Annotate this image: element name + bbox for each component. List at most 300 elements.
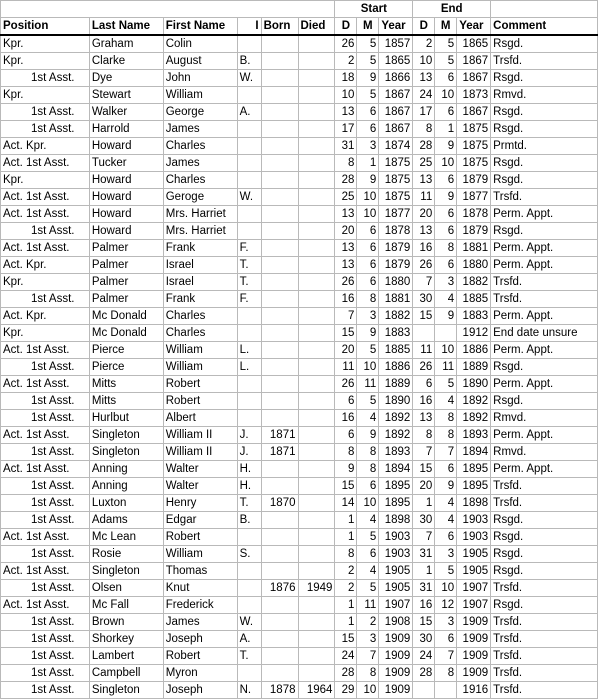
last-name-cell: Mc Donald xyxy=(89,325,163,342)
first-name-cell: Robert xyxy=(163,648,237,665)
initial-cell: A. xyxy=(237,104,261,121)
first-name-cell: Knut xyxy=(163,580,237,597)
comment-cell: Rsgd. xyxy=(491,172,598,189)
table-row xyxy=(1,342,598,359)
start-year-cell: 1857 xyxy=(379,35,413,53)
end-month-cell: 7 xyxy=(435,444,457,461)
position-cell: Act. 1st Asst. xyxy=(1,206,90,223)
died-cell xyxy=(298,478,335,495)
table-row xyxy=(1,563,598,580)
first-name-cell: Mrs. Harriet xyxy=(163,223,237,240)
first-name-cell: Charles xyxy=(163,138,237,155)
start-year-cell: 1903 xyxy=(379,529,413,546)
table-row xyxy=(1,121,598,138)
end-month-cell: 3 xyxy=(435,546,457,563)
start-day-cell: 28 xyxy=(335,665,357,682)
comment-cell: Trsfd. xyxy=(491,53,598,70)
died-cell xyxy=(298,291,335,308)
position-cell: Act. 1st Asst. xyxy=(1,189,90,206)
end-month-cell: 5 xyxy=(435,376,457,393)
initial-header: I xyxy=(237,18,261,36)
end-day-cell: 26 xyxy=(413,257,435,274)
comment-cell: Trsfd. xyxy=(491,614,598,631)
start-year-cell: 1875 xyxy=(379,172,413,189)
end-month-cell: 6 xyxy=(435,631,457,648)
last-name-cell: Campbell xyxy=(89,665,163,682)
start-day-cell: 13 xyxy=(335,206,357,223)
end-month-cell: 10 xyxy=(435,155,457,172)
table-body xyxy=(1,35,598,699)
start-year-cell: 1909 xyxy=(379,631,413,648)
born-cell xyxy=(261,614,298,631)
died-cell xyxy=(298,325,335,342)
start-year-cell: 1879 xyxy=(379,257,413,274)
position-header: Position xyxy=(1,18,90,36)
born-cell: 1871 xyxy=(261,427,298,444)
table-row xyxy=(1,104,598,121)
end-year-cell: 1909 xyxy=(457,665,491,682)
initial-cell xyxy=(237,35,261,53)
born-cell xyxy=(261,274,298,291)
comment-cell: Prmtd. xyxy=(491,138,598,155)
position-cell: Act. 1st Asst. xyxy=(1,597,90,614)
start-day-cell: 2 xyxy=(335,563,357,580)
start-day-cell: 2 xyxy=(335,53,357,70)
died-cell xyxy=(298,121,335,138)
comment-cell: Rsgd. xyxy=(491,104,598,121)
start-day-cell: 18 xyxy=(335,70,357,87)
group-header-blank xyxy=(1,1,335,18)
end-year-cell: 1905 xyxy=(457,546,491,563)
start-year-cell: 1908 xyxy=(379,614,413,631)
start-month-cell: 1 xyxy=(357,155,379,172)
start-day-cell: 13 xyxy=(335,104,357,121)
end-year-cell: 1873 xyxy=(457,87,491,104)
position-cell: Kpr. xyxy=(1,274,90,291)
table-row xyxy=(1,189,598,206)
first-name-cell: Robert xyxy=(163,393,237,410)
initial-cell xyxy=(237,393,261,410)
end-month-cell: 11 xyxy=(435,359,457,376)
table-row xyxy=(1,359,598,376)
start-day-cell: 28 xyxy=(335,172,357,189)
start-month-cell: 6 xyxy=(357,257,379,274)
last-name-cell: Anning xyxy=(89,478,163,495)
table-row xyxy=(1,325,598,342)
first-name-cell: Israel xyxy=(163,274,237,291)
died-cell xyxy=(298,665,335,682)
last-name-cell: Brown xyxy=(89,614,163,631)
end-day-cell: 24 xyxy=(413,648,435,665)
start-year-cell: 1867 xyxy=(379,87,413,104)
table-row xyxy=(1,393,598,410)
died-cell xyxy=(298,342,335,359)
start-month-cell: 11 xyxy=(357,376,379,393)
table-row xyxy=(1,427,598,444)
position-cell: 1st Asst. xyxy=(1,291,90,308)
died-cell xyxy=(298,189,335,206)
start-month-cell: 3 xyxy=(357,138,379,155)
table-row xyxy=(1,665,598,682)
died-header: Died xyxy=(298,18,335,36)
last-name-cell: Luxton xyxy=(89,495,163,512)
end-day-cell: 13 xyxy=(413,410,435,427)
start-day-cell: 29 xyxy=(335,682,357,699)
start-year-cell: 1898 xyxy=(379,512,413,529)
initial-cell: H. xyxy=(237,461,261,478)
first-name-cell: Robert xyxy=(163,376,237,393)
start-year-cell: 1874 xyxy=(379,138,413,155)
born-cell xyxy=(261,70,298,87)
end-day-cell: 25 xyxy=(413,155,435,172)
end-year-cell: 1912 xyxy=(457,325,491,342)
last-name-cell: Hurlbut xyxy=(89,410,163,427)
table-row xyxy=(1,478,598,495)
end-year-cell: 1881 xyxy=(457,240,491,257)
born-cell xyxy=(261,512,298,529)
position-cell: 1st Asst. xyxy=(1,546,90,563)
end-month-cell: 1 xyxy=(435,121,457,138)
start-year-cell: 1909 xyxy=(379,682,413,699)
position-cell: Act. 1st Asst. xyxy=(1,461,90,478)
initial-cell: W. xyxy=(237,189,261,206)
last-name-cell: Singleton xyxy=(89,682,163,699)
start-day-cell: 25 xyxy=(335,189,357,206)
born-cell xyxy=(261,291,298,308)
start-month-cell: 6 xyxy=(357,223,379,240)
last-name-cell: Pierce xyxy=(89,359,163,376)
first-name-cell: Frederick xyxy=(163,597,237,614)
table-row xyxy=(1,682,598,699)
last-name-cell: Rosie xyxy=(89,546,163,563)
last-name-cell: Mitts xyxy=(89,393,163,410)
start-year-cell: 1865 xyxy=(379,53,413,70)
last-name-cell: Singleton xyxy=(89,444,163,461)
end-year-cell: 1898 xyxy=(457,495,491,512)
end-month-cell: 6 xyxy=(435,172,457,189)
table-row xyxy=(1,155,598,172)
last-name-cell: Howard xyxy=(89,189,163,206)
died-cell xyxy=(298,274,335,291)
start-year-header: Year xyxy=(379,18,413,36)
last-name-cell: Howard xyxy=(89,172,163,189)
end-year-cell: 1875 xyxy=(457,155,491,172)
start-month-cell: 6 xyxy=(357,478,379,495)
born-cell xyxy=(261,478,298,495)
end-year-cell: 1890 xyxy=(457,376,491,393)
position-cell: 1st Asst. xyxy=(1,614,90,631)
start-month-cell: 8 xyxy=(357,461,379,478)
group-header-row xyxy=(1,1,598,18)
start-month-cell: 8 xyxy=(357,665,379,682)
end-day-cell: 31 xyxy=(413,580,435,597)
position-cell: Act. Kpr. xyxy=(1,308,90,325)
last-name-cell: Palmer xyxy=(89,257,163,274)
end-year-cell: 1867 xyxy=(457,70,491,87)
start-month-cell: 5 xyxy=(357,87,379,104)
initial-cell: J. xyxy=(237,444,261,461)
end-year-cell: 1894 xyxy=(457,444,491,461)
start-month-cell: 5 xyxy=(357,580,379,597)
born-cell xyxy=(261,393,298,410)
died-cell xyxy=(298,631,335,648)
comment-cell: Perm. Appt. xyxy=(491,376,598,393)
end-year-cell: 1909 xyxy=(457,648,491,665)
born-cell xyxy=(261,631,298,648)
died-cell xyxy=(298,308,335,325)
end-year-cell: 1877 xyxy=(457,189,491,206)
comment-cell: Rsgd. xyxy=(491,121,598,138)
group-header-blank-right xyxy=(491,1,598,18)
end-year-cell: 1903 xyxy=(457,529,491,546)
end-day-cell: 20 xyxy=(413,478,435,495)
end-month-cell: 5 xyxy=(435,35,457,53)
end-month-cell: 4 xyxy=(435,495,457,512)
end-year-cell: 1879 xyxy=(457,223,491,240)
first-name-cell: Frank xyxy=(163,240,237,257)
start-day-cell: 2 xyxy=(335,580,357,597)
end-day-cell: 7 xyxy=(413,444,435,461)
start-day-cell: 1 xyxy=(335,597,357,614)
end-year-cell: 1889 xyxy=(457,359,491,376)
born-cell xyxy=(261,461,298,478)
first-name-cell: Walter xyxy=(163,478,237,495)
end-day-cell: 13 xyxy=(413,70,435,87)
died-cell xyxy=(298,206,335,223)
initial-cell xyxy=(237,325,261,342)
initial-cell: F. xyxy=(237,240,261,257)
end-year-cell: 1895 xyxy=(457,478,491,495)
table-row xyxy=(1,87,598,104)
position-cell: 1st Asst. xyxy=(1,478,90,495)
start-month-header: M xyxy=(357,18,379,36)
end-day-cell xyxy=(413,682,435,699)
start-year-cell: 1875 xyxy=(379,155,413,172)
position-cell: Kpr. xyxy=(1,87,90,104)
born-cell xyxy=(261,325,298,342)
initial-cell: W. xyxy=(237,614,261,631)
born-cell: 1878 xyxy=(261,682,298,699)
start-year-cell: 1892 xyxy=(379,410,413,427)
born-cell xyxy=(261,648,298,665)
initial-cell: L. xyxy=(237,342,261,359)
start-day-cell: 11 xyxy=(335,359,357,376)
first-name-cell: James xyxy=(163,614,237,631)
end-month-cell: 6 xyxy=(435,70,457,87)
start-day-cell: 6 xyxy=(335,427,357,444)
start-year-cell: 1881 xyxy=(379,291,413,308)
start-year-cell: 1890 xyxy=(379,393,413,410)
start-day-cell: 13 xyxy=(335,240,357,257)
start-year-cell: 1909 xyxy=(379,648,413,665)
start-month-cell: 10 xyxy=(357,189,379,206)
initial-cell: L. xyxy=(237,359,261,376)
table-row xyxy=(1,172,598,189)
comment-cell: Perm. Appt. xyxy=(491,427,598,444)
first-name-cell: Robert xyxy=(163,529,237,546)
table-row xyxy=(1,138,598,155)
born-cell xyxy=(261,665,298,682)
first-name-cell: James xyxy=(163,121,237,138)
comment-cell: Perm. Appt. xyxy=(491,206,598,223)
start-day-cell: 20 xyxy=(335,342,357,359)
position-cell: Kpr. xyxy=(1,172,90,189)
start-month-cell: 9 xyxy=(357,172,379,189)
end-day-cell: 30 xyxy=(413,512,435,529)
last-name-cell: Tucker xyxy=(89,155,163,172)
end-day-cell: 30 xyxy=(413,291,435,308)
comment-cell: Rsgd. xyxy=(491,393,598,410)
last-name-cell: Dye xyxy=(89,70,163,87)
position-cell: 1st Asst. xyxy=(1,665,90,682)
born-cell: 1870 xyxy=(261,495,298,512)
comment-cell: Rsgd. xyxy=(491,35,598,53)
last-name-cell: Adams xyxy=(89,512,163,529)
born-cell xyxy=(261,563,298,580)
end-year-cell: 1903 xyxy=(457,512,491,529)
comment-cell: End date unsure xyxy=(491,325,598,342)
position-cell: 1st Asst. xyxy=(1,70,90,87)
end-day-cell: 8 xyxy=(413,427,435,444)
start-day-cell: 26 xyxy=(335,274,357,291)
born-cell xyxy=(261,172,298,189)
comment-cell: Perm. Appt. xyxy=(491,257,598,274)
died-cell xyxy=(298,427,335,444)
start-year-cell: 1866 xyxy=(379,70,413,87)
initial-cell xyxy=(237,87,261,104)
end-day-cell: 30 xyxy=(413,631,435,648)
comment-cell: Trsfd. xyxy=(491,478,598,495)
died-cell xyxy=(298,393,335,410)
table-row xyxy=(1,223,598,240)
start-year-cell: 1883 xyxy=(379,325,413,342)
end-month-cell: 7 xyxy=(435,648,457,665)
start-day-cell: 24 xyxy=(335,648,357,665)
end-year-cell: 1878 xyxy=(457,206,491,223)
start-month-cell: 7 xyxy=(357,648,379,665)
start-day-cell: 13 xyxy=(335,257,357,274)
died-cell xyxy=(298,359,335,376)
born-cell xyxy=(261,240,298,257)
start-day-cell: 14 xyxy=(335,495,357,512)
end-month-cell xyxy=(435,325,457,342)
born-cell xyxy=(261,342,298,359)
born-cell xyxy=(261,257,298,274)
comment-cell: Trsfd. xyxy=(491,580,598,597)
start-month-cell: 11 xyxy=(357,597,379,614)
table-row xyxy=(1,53,598,70)
first-name-cell: Colin xyxy=(163,35,237,53)
comment-cell: Rsgd. xyxy=(491,223,598,240)
first-name-cell: Joseph xyxy=(163,631,237,648)
first-name-cell: Albert xyxy=(163,410,237,427)
born-cell xyxy=(261,546,298,563)
end-day-cell: 17 xyxy=(413,104,435,121)
start-year-cell: 1885 xyxy=(379,342,413,359)
end-day-cell: 15 xyxy=(413,308,435,325)
died-cell xyxy=(298,546,335,563)
end-year-cell: 1907 xyxy=(457,597,491,614)
end-month-cell: 4 xyxy=(435,393,457,410)
start-year-cell: 1875 xyxy=(379,189,413,206)
died-cell xyxy=(298,87,335,104)
end-month-cell: 9 xyxy=(435,478,457,495)
start-day-cell: 16 xyxy=(335,410,357,427)
end-month-cell: 8 xyxy=(435,410,457,427)
initial-cell: H. xyxy=(237,478,261,495)
position-cell: Act. Kpr. xyxy=(1,138,90,155)
start-year-cell: 1892 xyxy=(379,427,413,444)
last-name-cell: Palmer xyxy=(89,291,163,308)
died-cell: 1949 xyxy=(298,580,335,597)
end-month-cell: 8 xyxy=(435,665,457,682)
table-row xyxy=(1,240,598,257)
comment-cell: Trsfd. xyxy=(491,631,598,648)
initial-cell xyxy=(237,665,261,682)
end-day-cell: 24 xyxy=(413,87,435,104)
start-year-cell: 1889 xyxy=(379,376,413,393)
end-year-cell: 1907 xyxy=(457,580,491,597)
died-cell: 1964 xyxy=(298,682,335,699)
start-day-cell: 1 xyxy=(335,614,357,631)
start-day-cell: 16 xyxy=(335,291,357,308)
end-month-cell: 10 xyxy=(435,580,457,597)
start-month-cell: 6 xyxy=(357,121,379,138)
died-cell xyxy=(298,648,335,665)
born-cell xyxy=(261,359,298,376)
comment-cell: Perm. Appt. xyxy=(491,461,598,478)
start-month-cell: 2 xyxy=(357,614,379,631)
position-cell: 1st Asst. xyxy=(1,393,90,410)
end-month-cell xyxy=(435,682,457,699)
last-name-cell: Harrold xyxy=(89,121,163,138)
start-month-cell: 10 xyxy=(357,359,379,376)
initial-cell: T. xyxy=(237,257,261,274)
last-name-cell: Olsen xyxy=(89,580,163,597)
start-day-cell: 6 xyxy=(335,393,357,410)
died-cell xyxy=(298,410,335,427)
end-day-cell: 26 xyxy=(413,359,435,376)
comment-cell: Trsfd. xyxy=(491,189,598,206)
born-cell xyxy=(261,410,298,427)
first-name-cell: George xyxy=(163,104,237,121)
start-day-header: D xyxy=(335,18,357,36)
start-year-cell: 1877 xyxy=(379,206,413,223)
end-year-cell: 1882 xyxy=(457,274,491,291)
table-row xyxy=(1,291,598,308)
last-name-cell: Clarke xyxy=(89,53,163,70)
last-name-cell: Singleton xyxy=(89,563,163,580)
start-month-cell: 5 xyxy=(357,53,379,70)
end-day-cell: 11 xyxy=(413,342,435,359)
end-year-cell: 1909 xyxy=(457,631,491,648)
column-header-row xyxy=(1,18,598,36)
end-month-cell: 5 xyxy=(435,53,457,70)
start-year-cell: 1880 xyxy=(379,274,413,291)
initial-cell: J. xyxy=(237,427,261,444)
end-year-cell: 1916 xyxy=(457,682,491,699)
died-cell xyxy=(298,138,335,155)
died-cell xyxy=(298,35,335,53)
died-cell xyxy=(298,172,335,189)
initial-cell xyxy=(237,223,261,240)
start-year-cell: 1867 xyxy=(379,121,413,138)
start-day-cell: 8 xyxy=(335,546,357,563)
end-month-cell: 3 xyxy=(435,614,457,631)
position-cell: 1st Asst. xyxy=(1,512,90,529)
start-day-cell: 15 xyxy=(335,631,357,648)
first-name-cell: Thomas xyxy=(163,563,237,580)
